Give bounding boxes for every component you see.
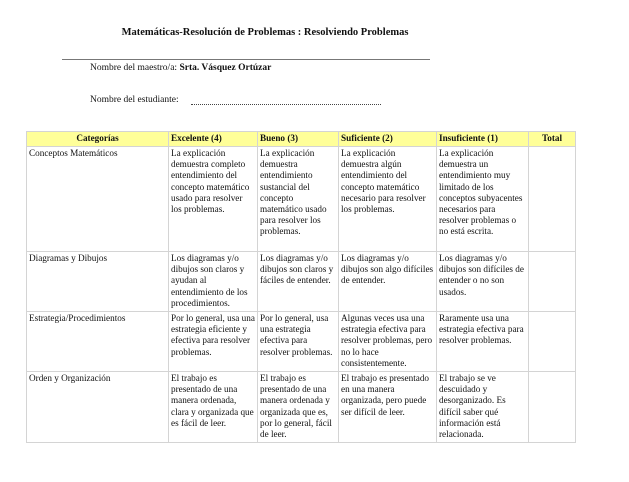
table-row	[27, 147, 576, 252]
excelente-cell: El trabajo es presentado de una manera ordenada, clara y organizada que es fácil de leer.	[169, 372, 258, 443]
category-cell: Conceptos Matemáticos	[27, 147, 169, 252]
excelente-cell: Por lo general, usa una estrategia eficiente y efectiva para resolver problemas.	[169, 312, 258, 372]
document-title: Matemáticas-Resolución de Problemas : Resolviendo Problemas	[121, 27, 409, 38]
header-suficiente: Suficiente (2)	[339, 132, 437, 147]
table-row	[27, 372, 576, 443]
table-row	[27, 312, 576, 372]
header-categorias: Categorías	[27, 132, 169, 147]
category-cell: Diagramas y Dibujos	[27, 252, 169, 312]
suficiente-cell: La explicación demuestra algún entendimiento del concepto matemático necesario para resolver los problemas.	[339, 147, 437, 252]
insuficiente-cell: Los diagramas y/o dibujos son difíciles de entender o no son usados.	[437, 252, 529, 312]
suficiente-cell: Algunas veces usa una estrategia efectiva para resolver problemas, pero no lo hace consistentemente.	[339, 312, 437, 372]
rubric-table	[26, 131, 576, 443]
total-cell[interactable]	[529, 372, 576, 443]
total-cell[interactable]	[529, 147, 576, 252]
bueno-cell: Los diagramas y/o dibujos son claros y fáciles de entender.	[258, 252, 339, 312]
insuficiente-cell: Raramente usa una estrategia efectiva para resolver problemas.	[437, 312, 529, 372]
header-total: Total	[529, 132, 576, 147]
header-insuficiente: Insuficiente (1)	[437, 132, 529, 147]
teacher-label: Nombre del maestro/a:	[90, 63, 178, 73]
insuficiente-cell: El trabajo se ve descuidado y desorganizado. Es difícil saber qué información está relacionada.	[437, 372, 529, 443]
header-bueno: Bueno (3)	[258, 132, 339, 147]
total-cell[interactable]	[529, 252, 576, 312]
total-cell[interactable]	[529, 312, 576, 372]
header-row	[27, 132, 576, 147]
category-cell: Estrategia/Procedimientos	[27, 312, 169, 372]
student-label: Nombre del estudiante:	[90, 95, 179, 105]
student-name-blank[interactable]	[191, 95, 381, 105]
teacher-line	[90, 63, 271, 73]
bueno-cell: Por lo general, usa una estrategia efectiva para resolver problemas.	[258, 312, 339, 372]
table-row	[27, 252, 576, 312]
excelente-cell: La explicación demuestra completo entendimiento del concepto matemático usado para resolver los problemas.	[169, 147, 258, 252]
suficiente-cell: Los diagramas y/o dibujos son algo difíciles de entender.	[339, 252, 437, 312]
suficiente-cell: El trabajo es presentado en una manera organizada, pero puede ser difícil de leer.	[339, 372, 437, 443]
header-excelente: Excelente (4)	[169, 132, 258, 147]
insuficiente-cell: La explicación demuestra un entendimiento muy limitado de los conceptos subyacentes necesarios para resolver problemas o no está escrita.	[437, 147, 529, 252]
category-cell: Orden y Organización	[27, 372, 169, 443]
excelente-cell: Los diagramas y/o dibujos son claros y ayudan al entendimiento de los procedimientos.	[169, 252, 258, 312]
bueno-cell: La explicación demuestra entendimiento sustancial del concepto matemático usado para resolver los problemas.	[258, 147, 339, 252]
teacher-name: Srta. Vásquez Ortúzar	[179, 63, 272, 73]
student-line	[90, 95, 381, 105]
title-divider	[62, 59, 430, 60]
bueno-cell: El trabajo es presentado de una manera ordenada y organizada que es, por lo general, fácil de leer.	[258, 372, 339, 443]
